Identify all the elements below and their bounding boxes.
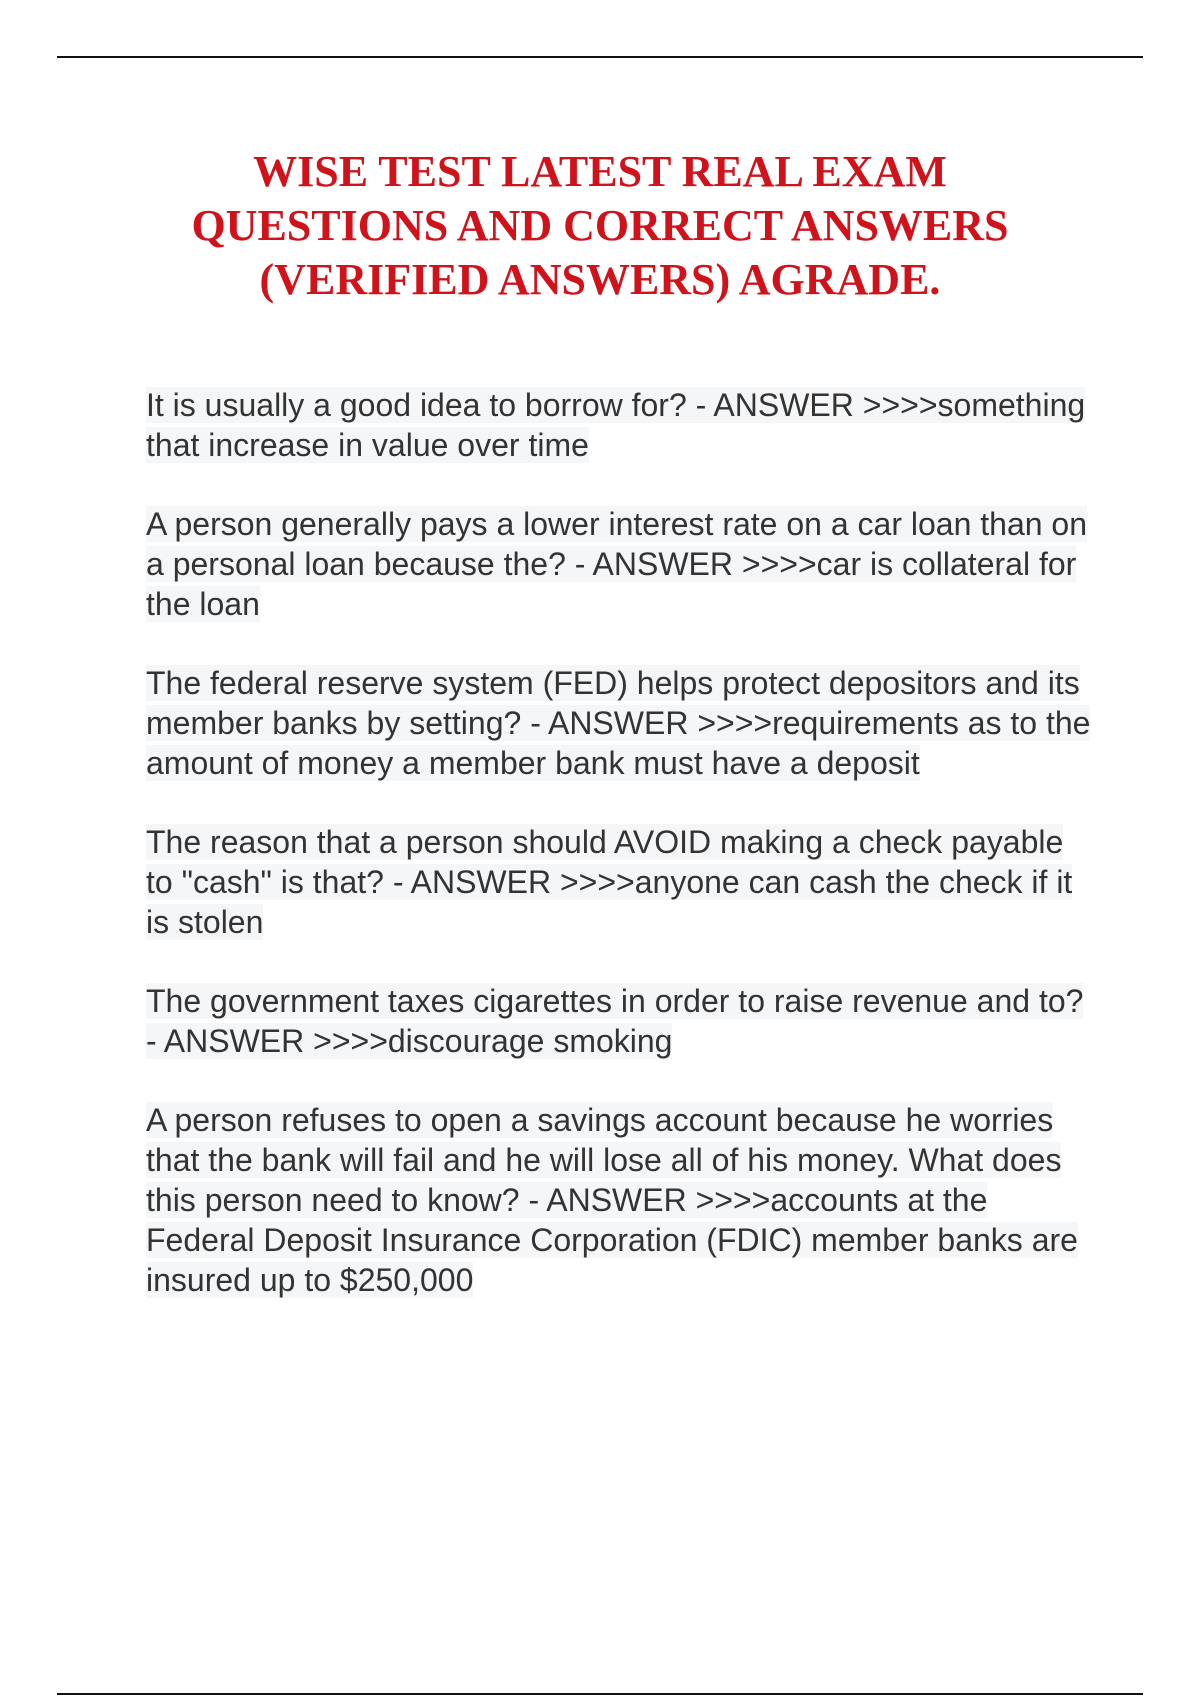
qa-text: A person generally pays a lower interest rate on a car loan than on a personal loan because the? - ANSWER >>>>car is collateral for the loan bbox=[146, 506, 1088, 622]
qa-item-1 bbox=[146, 385, 1096, 465]
qa-item-6 bbox=[146, 1100, 1096, 1300]
qa-item-5 bbox=[146, 981, 1096, 1061]
qa-item-2 bbox=[146, 504, 1096, 624]
qa-text: The federal reserve system (FED) helps protect depositors and its member banks by setting? - ANSWER >>>>requirements as to the amount of money a member bank must have a deposit bbox=[146, 665, 1091, 781]
qa-text: The reason that a person should AVOID making a check payable to "cash" is that? - ANSWER >>>>anyone can cash the check if it is stolen bbox=[146, 824, 1073, 940]
qa-text: It is usually a good idea to borrow for? - ANSWER >>>>something that increase in value over time bbox=[146, 387, 1086, 463]
qa-item-4 bbox=[146, 822, 1096, 942]
bottom-rule bbox=[57, 1693, 1143, 1695]
qa-item-3 bbox=[146, 663, 1096, 783]
document-title: WISE TEST LATEST REAL EXAM QUESTIONS AND CORRECT ANSWERS (VERIFIED ANSWERS) AGRADE. bbox=[191, 147, 1009, 304]
top-rule bbox=[57, 56, 1143, 58]
qa-text: A person refuses to open a savings account because he worries that the bank will fail and he will lose all of his money. What does this person need to know? - ANSWER >>>>accounts at the Federal Deposit Insurance Corporation (FDIC) member banks are insured up to $250,000 bbox=[146, 1102, 1078, 1298]
qa-text: The government taxes cigarettes in order to raise revenue and to? - ANSWER >>>>discourage smoking bbox=[146, 983, 1084, 1059]
qa-list bbox=[146, 385, 1096, 1339]
